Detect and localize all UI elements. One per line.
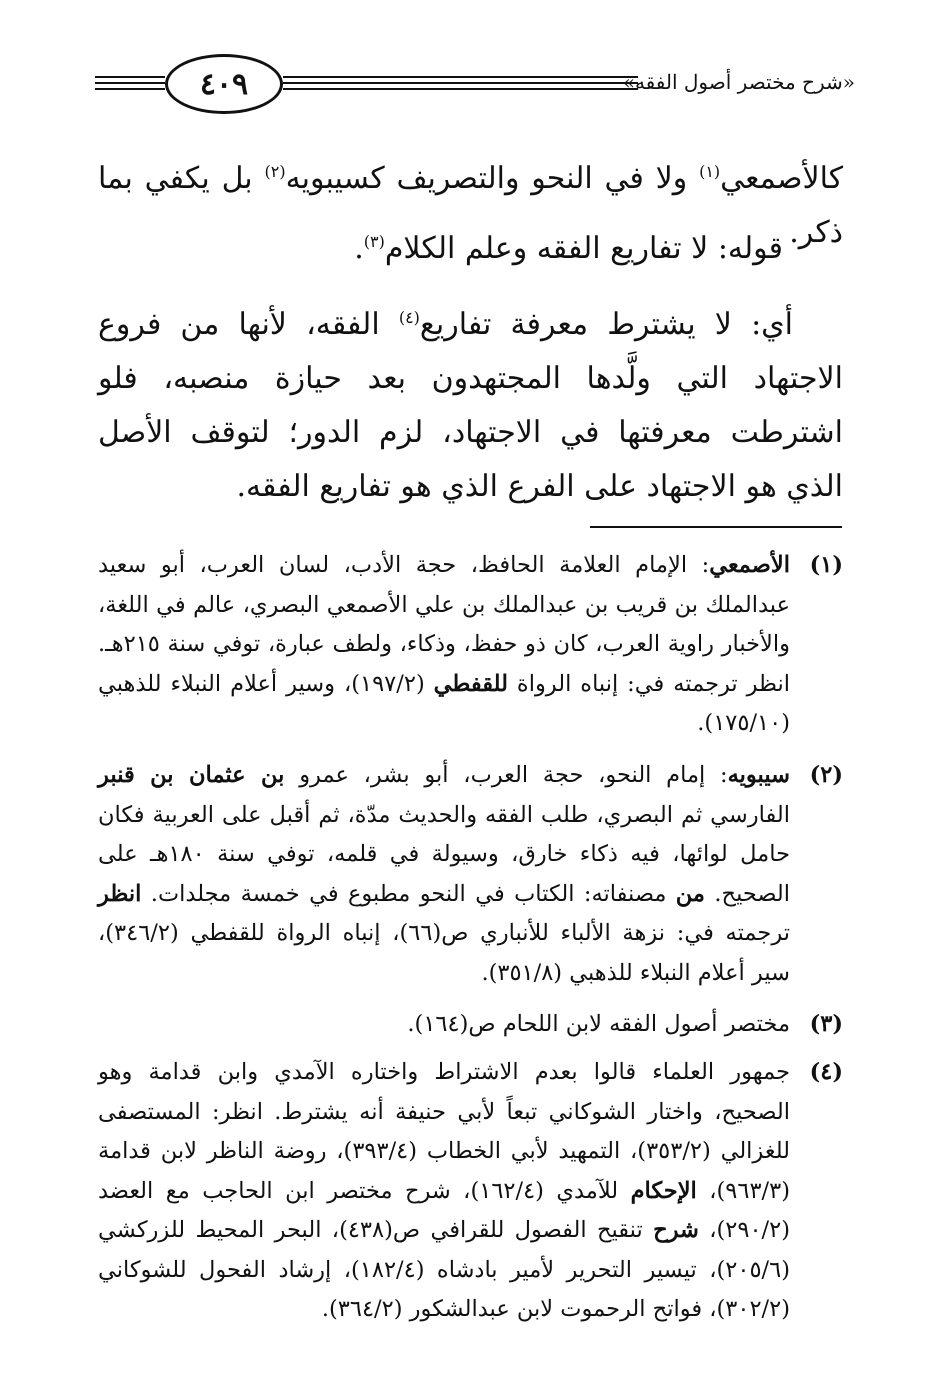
footnote-4-text-3: تنقيح الفصول للقرافي ص(٤٣٨)، البحر المحيط للزركشي (٢٠٥/٦)، تيسير التحرير لأمير بادشاه (١٨٢/٤)، إرشاد الفحول للشوكاني (٣٠٢/٢)، فواتح الرحموت لابن عبدالشكور (٣٦٤/٢). (98, 1217, 790, 1322)
footnote-ref-3: (٣) (363, 232, 385, 251)
p1-text-c: بل يكفي بما ذكر. (98, 161, 843, 250)
footnote-4-text-1: جمهور العلماء قالوا بعدم الاشتراط واختاره الآمدي وابن قدامة وهو الصحيح، واختار الشوكاني تبعاً لأبي حنيفة أنه يشترط. انظر: المستصفى للغزالي (٣٥٣/٢)، التمهيد لأبي الخطاب (٣٩٣/٤)، روضة الناظر لابن قدامة (٩٦٣/٣)، (98, 1059, 790, 1204)
footnote-3-body: مختصر أصول الفقه لابن اللحام ص(١٦٤). (407, 1011, 790, 1037)
header-rule-left-top (95, 76, 165, 78)
footnote-separator (590, 526, 842, 528)
p3-text-a: أي: لا يشترط معرفة تفاريع (419, 307, 793, 342)
footnote-1-bold-ref: للقفطي (433, 670, 508, 697)
header-rule-right-top (283, 76, 638, 78)
footnote-2-text-1: : إمام النحو، حجة العرب، أبو بشر، عمرو (284, 762, 728, 788)
footnote-4-number: (٤) (809, 1059, 843, 1085)
footnote-4-body (98, 1053, 790, 1330)
p3-text-b: الفقه، لأنها من فروع الاجتهاد التي ولَّدها المجتهدون بعد حيازة منصبه، فلو اشترطت معرفتها في الاجتهاد، لزم الدور؛ لتوقف الأصل الذي هو الاجتهاد على الفرع الذي هو تفاريع الفقه. (98, 307, 843, 504)
p2-text-a: قوله: لا تفاريع الفقه وعلم الكلام (384, 231, 783, 266)
footnote-2-bold-ref-3: انظر (98, 880, 142, 907)
footnote-ref-4: (٤) (398, 308, 420, 327)
footnote-4 (98, 1053, 843, 1330)
footnote-ref-1: (١) (699, 162, 721, 181)
p1-text-a: كالأصمعي (720, 161, 843, 196)
footnote-2-text-4: ترجمته في: نزهة الألباء للأنباري ص(٦٦)، إنباه الرواة للقفطي (٣٤٦/٢)، سير أعلام النبلاء للذهبي (٣٥١/٨). (98, 920, 790, 986)
p2-text-b: . (354, 231, 364, 266)
footnote-2-text-3: مصنفاته: الكتاب في النحو مطبوع في خمسة مجلدات. (141, 880, 676, 907)
footnote-2-name: سيبويه (727, 762, 790, 788)
footnote-4-text-2: للآمدي (١٦٢/٤)، شرح مختصر ابن الحاجب مع العضد (٢٩٠/٢)، (98, 1177, 790, 1243)
footnote-4-bold-ref-1: الإحكام (630, 1177, 697, 1204)
footnote-1-text-2: (١٩٧/٢)، وسير أعلام النبلاء للذهبي (١٧٥/١٠). (98, 670, 790, 736)
page-number-text: ٤٠٩ (199, 66, 249, 102)
footnote-2-bold-ref-1: بن عثمان بن قنبر (98, 762, 285, 788)
footnote-2-bold-ref-2: من (675, 880, 705, 907)
footnote-ref-2: (٢) (264, 162, 286, 181)
p1-text-b: ولا في النحو والتصريف كسيبويه (285, 161, 700, 196)
footnote-3 (98, 1005, 843, 1045)
body-paragraph-3 (98, 298, 843, 514)
footnote-2-body (98, 756, 790, 993)
body-paragraph-2 (98, 222, 843, 276)
footnote-1-name: الأصمعي (709, 552, 790, 578)
footnote-1-body (98, 546, 790, 744)
header-rule-left-mid (95, 82, 165, 84)
footnote-2-text-2: الفارسي ثم البصري، طلب الفقه والحديث مدّة، ثم أقبل على العربية فكان حامل لوائها، فيه ذكاء خارق، وسيولة في قلمه، توفي سنة ١٨٠هـ على الصحيح. (98, 801, 790, 907)
header-rule-right-mid (283, 82, 638, 84)
header-rule-right-bottom (283, 88, 638, 90)
header-rule-left-bottom (95, 88, 165, 90)
footnote-4-bold-ref-2: شرح (653, 1217, 699, 1243)
footnote-1-number: (١) (809, 552, 843, 578)
footnote-1-text-1: : الإمام العلامة الحافظ، حجة الأدب، لسان العرب، أبو سعيد عبدالملك بن قريب بن عبدالملك بن علي الأصمعي البصري، عالم في اللغة، والأخبار راوية العرب، كان ذو حفظ، وذكاء، ولطف عبارة، توفي سنة ٢١٥هـ. انظر ترجمته في: إنباه الرواة (98, 552, 790, 697)
footnote-1 (98, 546, 843, 744)
footnote-2 (98, 756, 843, 993)
page-number (165, 54, 283, 114)
footnote-2-number: (٢) (809, 762, 843, 788)
running-title: «شرح مختصر أصول الفقه» (622, 70, 855, 94)
page-header (95, 50, 855, 120)
footnote-3-number: (٣) (809, 1011, 843, 1037)
